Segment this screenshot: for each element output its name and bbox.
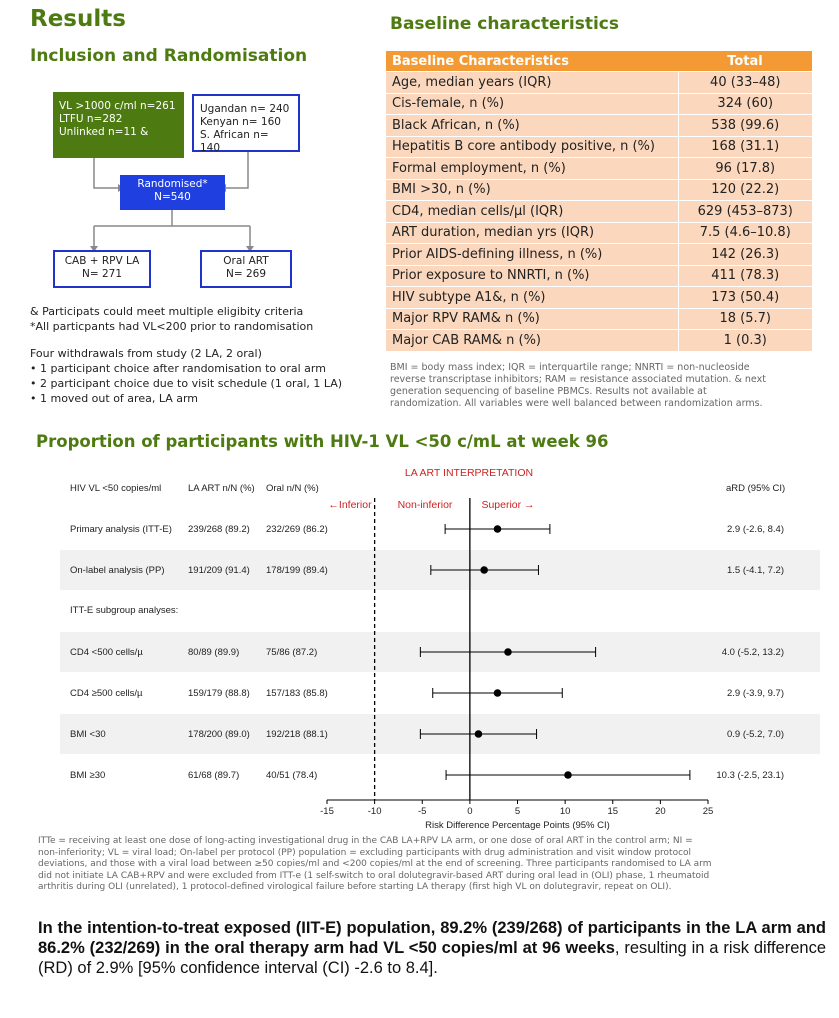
randomised-line: Randomised* xyxy=(137,178,208,190)
point-estimate xyxy=(564,771,572,779)
baseline-label: HIV subtype A1&, n (%) xyxy=(386,287,678,309)
baseline-value: 168 (31.1) xyxy=(678,136,812,158)
x-axis-label: Risk Difference Percentage Points (95% CI) xyxy=(425,820,610,831)
baseline-value: 142 (26.3) xyxy=(678,244,812,266)
row-label: BMI ≥30 xyxy=(70,770,106,781)
baseline-value: 18 (5.7) xyxy=(678,308,812,330)
oral-value: 232/269 (86.2) xyxy=(266,524,328,535)
withdrawals-title: Four withdrawals from study (2 LA, 2 oral) xyxy=(30,347,262,360)
baseline-value: 96 (17.8) xyxy=(678,158,812,180)
column-header: LA ART n/N (%) xyxy=(188,483,255,494)
summary-rest: , resulting in a risk difference (RD) of 2.9% [95% confidence interval (CI) -2.6 to 8.4]. xyxy=(38,939,827,977)
row-label: CD4 <500 cells/µ xyxy=(70,647,143,658)
baseline-value: 629 (453–873) xyxy=(678,201,812,223)
point-estimate xyxy=(494,689,502,697)
column-header: aRD (95% CI) xyxy=(726,483,786,494)
oral-arm-line: Oral ART xyxy=(223,255,269,267)
forest-title: Proportion of participants with HIV-1 VL <50 c/mL at week 96 xyxy=(36,432,609,451)
footnote-line: ITTe = receiving at least one dose of long-acting investigational drug in the CAB LA+RPV LA arm, or one dose of oral ART in the control arm; NI = xyxy=(38,836,693,846)
region-label: ←Inferior xyxy=(328,499,372,511)
footnote-line: BMI = body mass index; IQR = interquartile range; NNRTI = non-nucleoside xyxy=(390,362,750,373)
footnote-line: randomization. All variables were well balanced between randomization arms. xyxy=(390,398,763,409)
oral-value: 40/51 (78.4) xyxy=(266,770,318,781)
oral-value: 192/218 (88.1) xyxy=(266,729,328,740)
ard-value: 4.0 (-5.2, 13.2) xyxy=(721,647,784,658)
footnote-line: generation sequencing of baseline PBMCs. Results not available at xyxy=(390,386,707,397)
baseline-label: Formal employment, n (%) xyxy=(386,158,678,180)
baseline-label: Age, median years (IQR) xyxy=(386,72,678,94)
x-tick-label: 20 xyxy=(655,806,666,817)
la-arm-line: CAB + RPV LA xyxy=(64,255,140,267)
x-tick-label: -5 xyxy=(418,806,427,817)
oral-value: 178/199 (89.4) xyxy=(266,565,328,576)
country-line: S. African n= 140 xyxy=(200,129,269,154)
ard-value: 2.9 (-3.9, 9.7) xyxy=(726,688,784,699)
baseline-label: ART duration, median yrs (IQR) xyxy=(386,222,678,244)
x-tick-label: 25 xyxy=(702,806,714,817)
baseline-value: 7.5 (4.6–10.8) xyxy=(678,222,812,244)
summary-paragraph xyxy=(38,918,826,978)
column-header: Oral n/N (%) xyxy=(266,483,319,494)
la-value: 178/200 (89.0) xyxy=(188,729,250,740)
baseline-header-label: Baseline Characteristics xyxy=(386,51,678,72)
withdrawal-item: • 1 participant choice after randomisation to oral arm xyxy=(30,362,326,375)
baseline-title: Baseline characteristics xyxy=(390,14,620,34)
row-label: ITT-E subgroup analyses: xyxy=(70,605,179,616)
la-value: 191/209 (91.4) xyxy=(188,565,250,576)
column-header: HIV VL <50 copies/ml xyxy=(70,483,162,494)
footnote-line: non-inferiority; VL = viral load; On-label per protocol (PP) population = excluding participants with drug administration and visit window protocol xyxy=(38,847,692,858)
ard-value: 0.9 (-5.2, 7.0) xyxy=(726,729,784,740)
oral-value: 75/86 (87.2) xyxy=(266,647,318,658)
baseline-label: CD4, median cells/µl (IQR) xyxy=(386,201,678,223)
row-label: CD4 ≥500 cells/µ xyxy=(70,688,143,699)
forest-footnote xyxy=(38,836,828,894)
summary-bold: In the intention-to-treat exposed (IIT-E) population, 89.2% (239/268) of participants in the LA arm and 86.2% (232/269) in the oral therapy arm had VL <50 copies/ml at 96 weeks xyxy=(38,919,826,957)
x-tick-label: 5 xyxy=(514,806,521,817)
la-value: 61/68 (89.7) xyxy=(188,770,240,781)
oral-value: 157/183 (85.8) xyxy=(266,688,328,699)
x-tick-label: 15 xyxy=(607,806,619,817)
ard-value: 2.9 (-2.6, 8.4) xyxy=(726,524,784,535)
la-value: 239/268 (89.2) xyxy=(188,524,250,535)
baseline-label: Prior AIDS-defining illness, n (%) xyxy=(386,244,678,266)
region-label: Non-inferior xyxy=(397,499,453,511)
country-line: Kenyan n= 160 xyxy=(200,116,281,128)
excluded-line: VL >1000 c/ml n=261 xyxy=(59,100,176,112)
baseline-label: Cis-female, n (%) xyxy=(386,93,678,115)
baseline-label: Major CAB RAM& n (%) xyxy=(386,330,678,351)
point-estimate xyxy=(494,525,502,533)
x-tick-label: -15 xyxy=(320,806,334,817)
baseline-label: BMI >30, n (%) xyxy=(386,179,678,201)
footnote-line: deviations, and those with a viral load between ≥50 copies/ml and <200 copies/ml at the end of screening. Three participants randomised to LA arm xyxy=(38,859,712,869)
excluded-line: Unlinked n=11 & xyxy=(59,126,149,138)
ard-value: 1.5 (-4.1, 7.2) xyxy=(726,565,784,576)
baseline-label: Prior exposure to NNRTI, n (%) xyxy=(386,265,678,287)
footnote-line: did not initiate LA CAB+RPV and were excluded from ITT-e (1 self-switch to oral dolutegravir-based ART during oral lead in (OLI) phase, 1 rheumatoid xyxy=(38,870,710,881)
baseline-value: 173 (50.4) xyxy=(678,287,812,309)
row-label: On-label analysis (PP) xyxy=(70,565,165,576)
country-line: Ugandan n= 240 xyxy=(200,103,290,115)
oral-arm-line: N= 269 xyxy=(225,268,267,280)
withdrawal-item: • 2 participant choice due to visit schedule (1 oral, 1 LA) xyxy=(30,377,343,390)
la-arm-line: N= 271 xyxy=(81,268,123,280)
baseline-label: Major RPV RAM& n (%) xyxy=(386,308,678,330)
inclusion-title: Inclusion and Randomisation xyxy=(30,46,308,66)
x-tick-label: 0 xyxy=(467,806,473,817)
interpretation-label: LA ART INTERPRETATION xyxy=(404,467,534,479)
note-line: & Participats could meet multiple eligibity criteria xyxy=(30,305,304,318)
baseline-label: Black African, n (%) xyxy=(386,115,678,137)
ard-value: 10.3 (-2.5, 23.1) xyxy=(716,770,784,781)
baseline-value: 40 (33–48) xyxy=(678,72,812,94)
la-value: 80/89 (89.9) xyxy=(188,647,240,658)
footnote-line: arthritis during OLI (unrelated), 1 protocol-defined virological failure before starting LA therapy (first high VL on dolutegravir, repeat on OLI). xyxy=(38,882,672,892)
note-line: *All particpants had VL<200 prior to randomisation xyxy=(30,320,314,333)
point-estimate xyxy=(475,730,483,738)
baseline-value: 411 (78.3) xyxy=(678,265,812,287)
results-title: Results xyxy=(30,6,126,32)
randomised-line: N=540 xyxy=(154,191,191,203)
baseline-value: 538 (99.6) xyxy=(678,115,812,137)
footnote-line: reverse transcriptase inhibitors; RAM = resistance associated mutation. & next xyxy=(390,374,766,385)
excluded-line: LTFU n=282 xyxy=(59,113,123,125)
point-estimate xyxy=(504,648,512,656)
baseline-value: 324 (60) xyxy=(678,93,812,115)
la-value: 159/179 (88.8) xyxy=(188,688,250,699)
x-tick-label: 10 xyxy=(559,806,571,817)
point-estimate xyxy=(480,566,488,574)
baseline-value: 120 (22.2) xyxy=(678,179,812,201)
baseline-value: 1 (0.3) xyxy=(678,330,812,351)
row-label: BMI <30 xyxy=(70,729,106,740)
withdrawal-item: • 1 moved out of area, LA arm xyxy=(30,392,199,405)
row-label: Primary analysis (ITT-E) xyxy=(70,524,172,535)
x-tick-label: -10 xyxy=(367,806,382,817)
baseline-header-total: Total xyxy=(678,51,812,72)
baseline-label: Hepatitis B core antibody positive, n (%) xyxy=(386,136,678,158)
region-label: Superior → xyxy=(481,499,535,511)
